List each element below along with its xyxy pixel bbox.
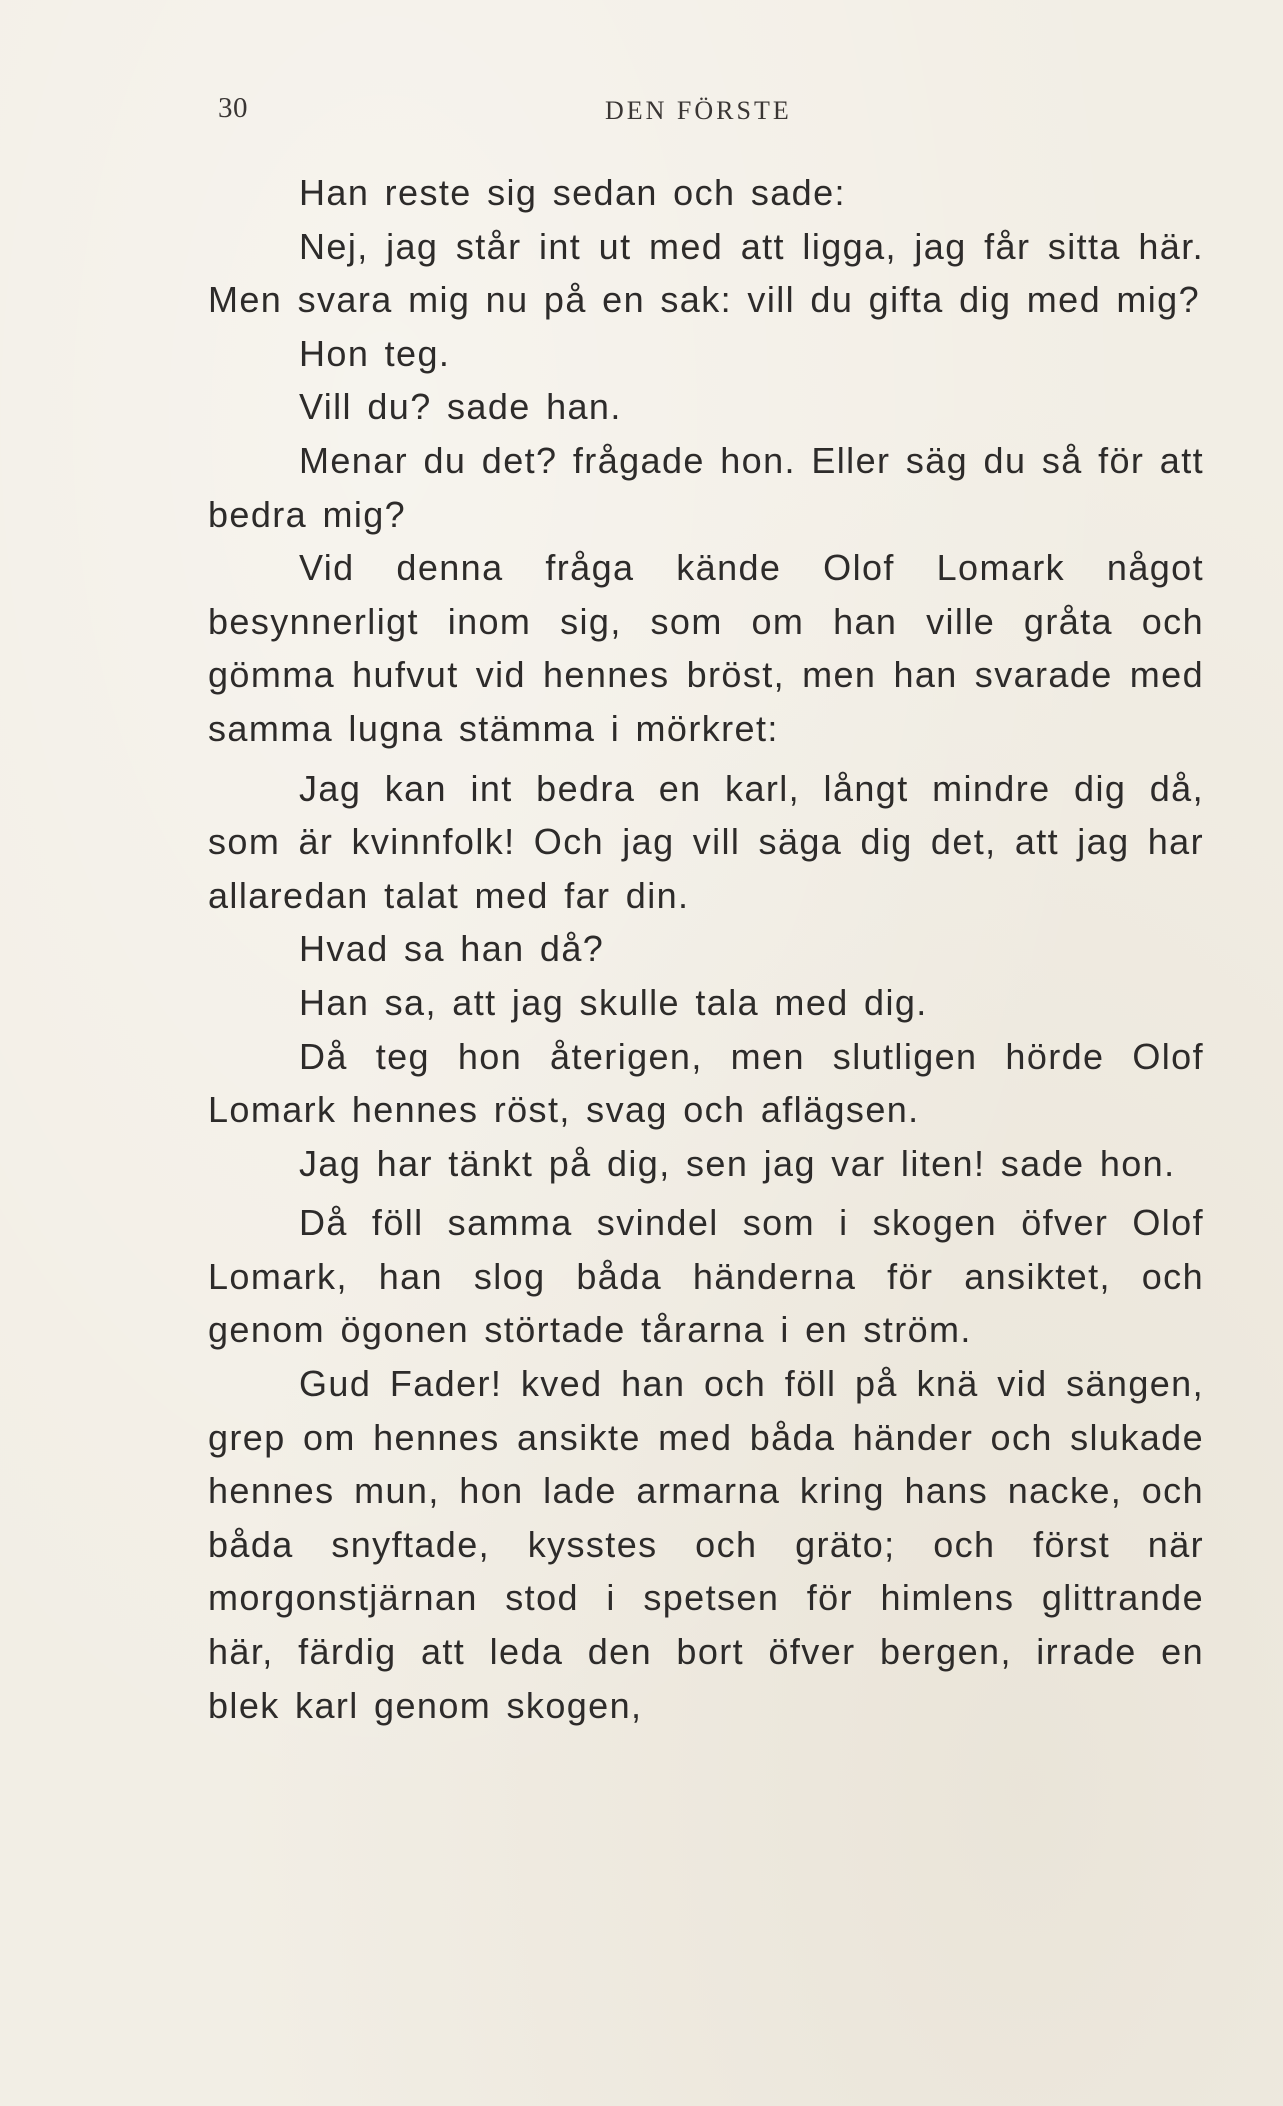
paragraph: Jag har tänkt på dig, sen jag var liten! sade hon. (299, 1142, 1176, 1184)
paragraph: Han reste sig sedan och sade: (299, 172, 846, 213)
paragraph: Han sa, att jag skulle tala med dig. (299, 981, 928, 1023)
paragraph: Nej, jag står int ut med att ligga, jag får sitta här. Men svara mig nu på en sak: vill du gifta dig med mig? (208, 225, 1204, 321)
running-title: DEN FÖRSTE (605, 96, 792, 125)
paragraph: Då föll samma svindel som i skogen öfver Olof Lomark, han slog båda händerna för ansiktet, och genom ögonen störtade tårarna i en ström. (208, 1202, 1204, 1351)
paragraph: Hon teg. (299, 332, 451, 374)
paragraph: Jag kan int bedra en karl, långt mindre dig då, som är kvinnfolk! Och jag vill säga dig det, att jag har allaredan talat med far din. (208, 767, 1204, 916)
body-text (208, 166, 1204, 1732)
paragraph: Då teg hon återigen, men slutligen hörde Olof Lomark hennes röst, svag och aflägsen. (208, 1035, 1204, 1131)
page-header (210, 92, 1210, 132)
paragraph: Hvad sa han då? (299, 928, 605, 970)
page-number: 30 (218, 92, 248, 124)
paragraph: Gud Fader! kved han och föll på knä vid sängen, grep om hennes ansikte med båda händer och slukade hennes mun, hon lade armarna kring hans nacke, och båda snyftade, kysstes och gräto; och först när morgonstjärnan stod i spetsen för himlens glittrande här, färdig att leda den bort öfver bergen, irrade en blek karl genom skogen, (208, 1363, 1204, 1726)
paragraph: Vid denna fråga kände Olof Lomark något besynnerligt inom sig, som om han ville gråta och gömma hufvut vid hennes bröst, men han svarade med samma lugna stämma i mörkret: (208, 547, 1204, 749)
paragraph: Vill du? sade han. (299, 386, 622, 428)
paragraph: Menar du det? frågade hon. Eller säg du så för att bedra mig? (208, 439, 1204, 535)
